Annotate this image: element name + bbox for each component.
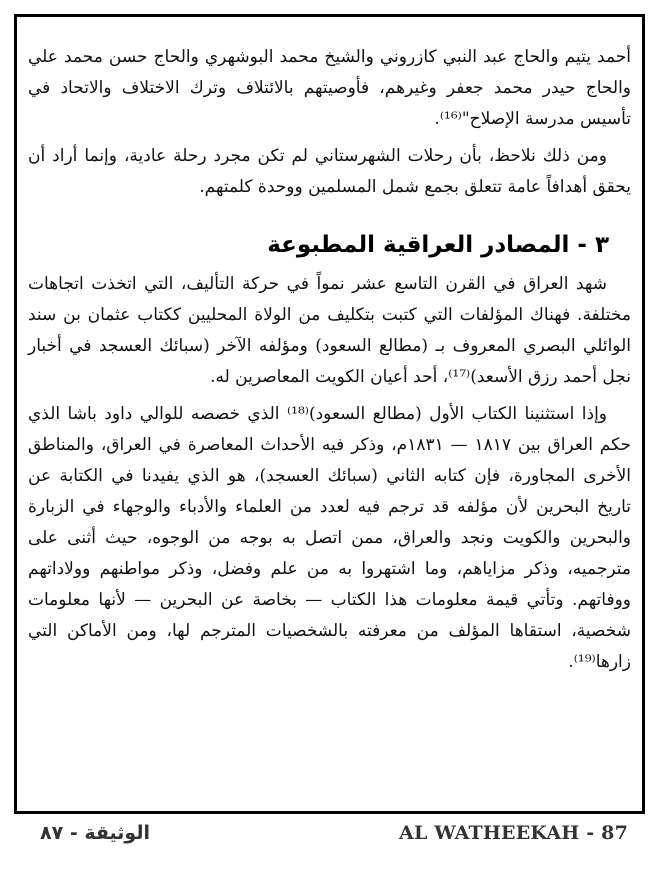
journal-name-english: AL WATHEEKAH - 87 bbox=[399, 822, 628, 844]
paragraph: شهد العراق في القرن التاسع عشر نمواً في حركة التأليف، التي اتخذت اتجاهات مختلفة. فهناك المؤلفات التي كتبت بتكليف من الولاة المحليين ككتاب عثمان بن سند الوائلي البصري المعروف بـ (مطالع السعود) ومؤلفه الآخر (سبائك العسجد في أخبار نجل أحمد رزق الأسعد)⁽¹⁷⁾، أحد أعيان الكويت المعاصرين له. bbox=[28, 274, 631, 387]
journal-name-arabic: الوثيقة - ٨٧ bbox=[40, 822, 150, 844]
paragraph: أحمد يتيم والحاج عبد النبي كازروني والشيخ محمد البوشهري والحاج حسن محمد علي والحاج حيدر محمد جعفر وغيرهم، فأوصيتهم بالائتلاف وترك الاختلاف والاتحاد في تأسيس مدرسة الإصلاح"⁽¹⁶⁾. bbox=[28, 47, 631, 129]
page-footer bbox=[0, 822, 663, 862]
article-body bbox=[28, 42, 631, 678]
paragraph: ومن ذلك نلاحظ، بأن رحلات الشهرستاني لم تكن مجرد رحلة عادية، وإنما أراد أن يحقق أهدافاً عامة تتعلق بجمع شمل المسلمين ووحدة كلمتهم. bbox=[28, 146, 631, 197]
paragraph: وإذا استثنينا الكتاب الأول (مطالع السعود)⁽¹⁸⁾ الذي خصصه للوالي داود باشا الذي حكم العراق بين ١٨١٧ — ١٨٣١م، وذكر فيه الأحداث المعاصرة في العراق، والمناطق الأخرى المجاورة، فإن كتابه الثاني (سبائك العسجد)، هو الذي يفيدنا في الكتابة عن تاريخ البحرين لأن مؤلفه قد ترجم فيه لعدد من العلماء والأدباء والوجهاء في الزبارة والبحرين والكويت ونجد والعراق، ممن اتصل به بوجه من الوجوه، حيث أثنى على مترجميه، وذكر مزاياهم، وما اشتهروا به من علم وفضل، وذكر مواطنهم وولاداتهم ووفاتهم. وتأتي قيمة معلومات هذا الكتاب — بخاصة عن البحرين — لأنها معلومات شخصية، استقاها المؤلف من معرفته بالشخصيات المترجم لها، ومن الأماكن التي زارها⁽¹⁹⁾. bbox=[28, 404, 632, 672]
section-heading: ٣ - المصادر العراقية المطبوعة bbox=[267, 232, 609, 258]
